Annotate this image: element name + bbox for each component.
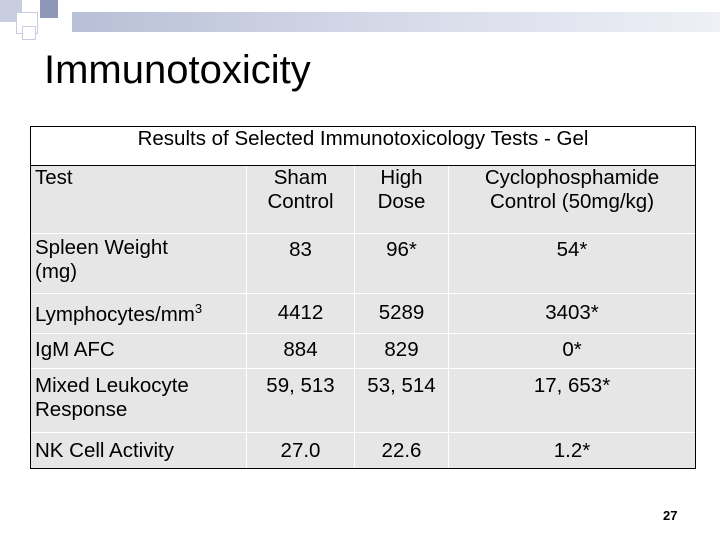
header-sham-control: Sham Control	[247, 166, 355, 234]
header-test: Test	[31, 166, 247, 234]
table-header-row	[31, 166, 696, 234]
results-table	[30, 126, 696, 469]
table-row: Mixed Leukocyte Response 59, 513 53, 514 17, 653*	[31, 369, 696, 433]
table-row: NK Cell Activity 27.0 22.6 1.2*	[31, 433, 696, 469]
header-cyclophosphamide-control: Cyclophosphamide Control (50mg/kg)	[449, 166, 696, 234]
table-row: Lymphocytes/$mm^3$ 4412 5289 3403*	[31, 294, 696, 334]
header-high-dose: High Dose	[355, 166, 449, 234]
table-row: IgM AFC 884 829 0*	[31, 334, 696, 369]
table-row: Spleen Weight (mg) 83 96* 54*	[31, 234, 696, 294]
header-band	[72, 12, 720, 32]
slide-title: Immunotoxicity	[44, 48, 311, 92]
table-caption: Results of Selected Immunotoxicology Tests - Gel	[31, 127, 696, 166]
page-number: 27	[663, 508, 678, 523]
